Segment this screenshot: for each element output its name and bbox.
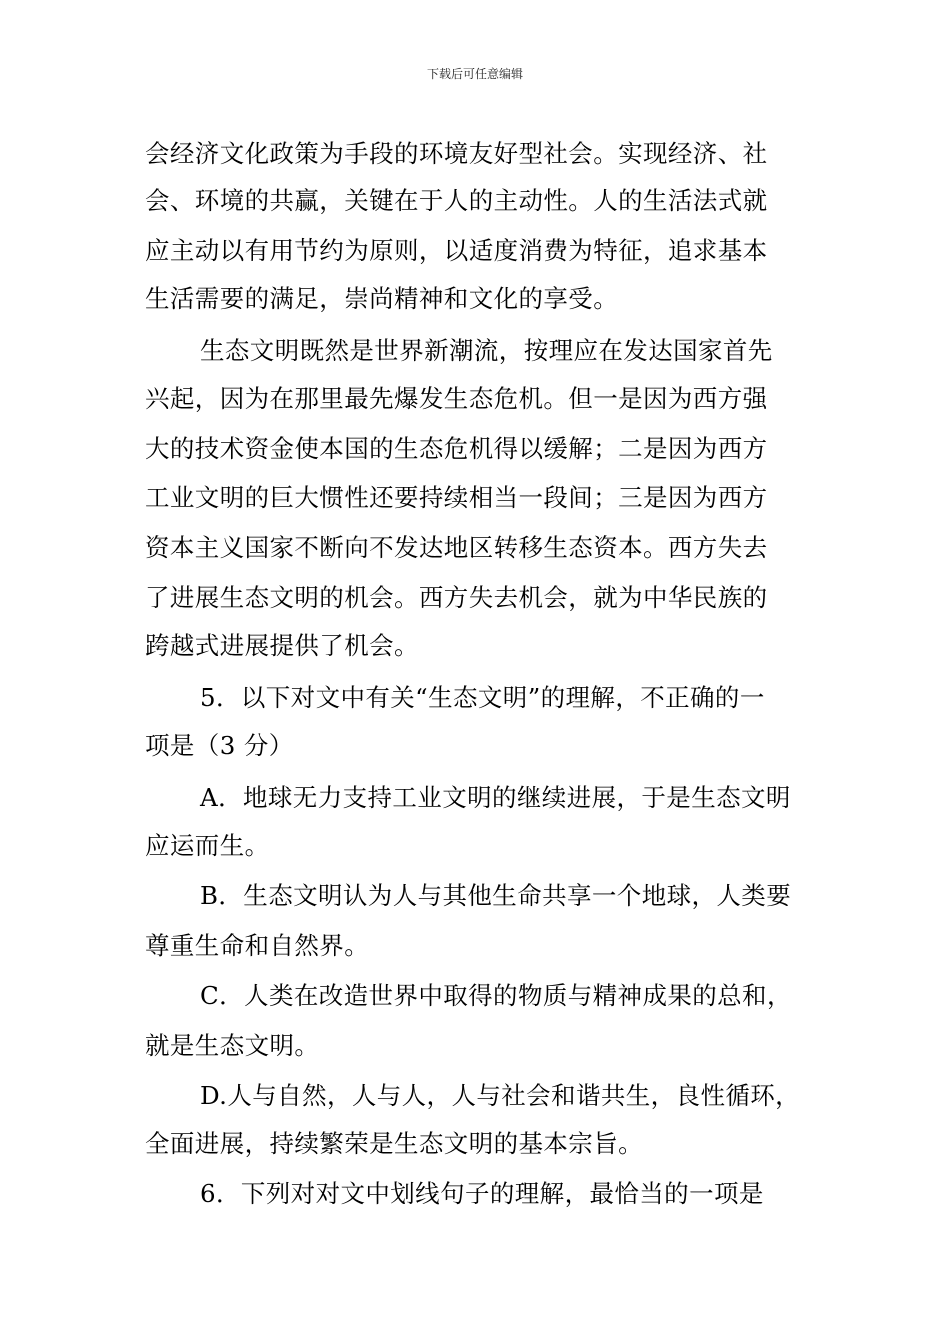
option-c: 就是生态文明。 bbox=[145, 1031, 320, 1060]
option-c: C．人类在改造世界中取得的物质与精神成果的总和， bbox=[200, 981, 792, 1010]
text-line: 工业文明的巨大惯性还要持续相当一段间；三是因为西方 bbox=[145, 483, 768, 512]
text-line: 资本主义国家不断向不发达地区转移生态资本。西方失去 bbox=[145, 533, 768, 562]
question-5-stem: 项是（3 分） bbox=[145, 731, 294, 760]
page-header: 下载后可任意编辑 bbox=[426, 67, 523, 81]
text-line: 会、环境的共赢，关键在于人的主动性。人的生活法式就 bbox=[145, 186, 768, 215]
text-line: 大的技术资金使本国的生态危机得以缓解；二是因为西方 bbox=[145, 434, 768, 463]
text-line: 生活需要的满足，崇尚精神和文化的享受。 bbox=[145, 284, 619, 313]
option-d: 全面进展，持续繁荣是生态文明的基本宗旨。 bbox=[145, 1129, 643, 1158]
question-5-stem: 5．以下对文中有关“生态文明”的理解，不正确的一 bbox=[200, 683, 765, 712]
text-line: 应主动以有用节约为原则，以适度消费为特征，追求基本 bbox=[145, 236, 768, 265]
option-b: B．生态文明认为人与其他生命共享一个地球，人类要 bbox=[200, 881, 792, 910]
text-line: 会经济文化政策为手段的环境友好型社会。实现经济、社 bbox=[145, 139, 768, 168]
text-line: 跨越式进展提供了机会。 bbox=[145, 631, 419, 660]
option-b: 尊重生命和自然界。 bbox=[145, 931, 370, 960]
question-6-stem: 6．下列对对文中划线句子的理解，最恰当的一项是 bbox=[200, 1179, 764, 1208]
text-line: 兴起，因为在那里最先爆发生态危机。但一是因为西方强 bbox=[145, 384, 768, 413]
option-a: 应运而生。 bbox=[145, 831, 270, 860]
option-d: D.人与自然，人与人，人与社会和谐共生，良性循环， bbox=[200, 1081, 801, 1110]
text-line: 生态文明既然是世界新潮流，按理应在发达国家首先 bbox=[200, 336, 773, 365]
text-line: 了进展生态文明的机会。西方失去机会，就为中华民族的 bbox=[145, 583, 768, 612]
option-a: A．地球无力支持工业文明的继续进展，于是生态文明 bbox=[200, 783, 791, 812]
